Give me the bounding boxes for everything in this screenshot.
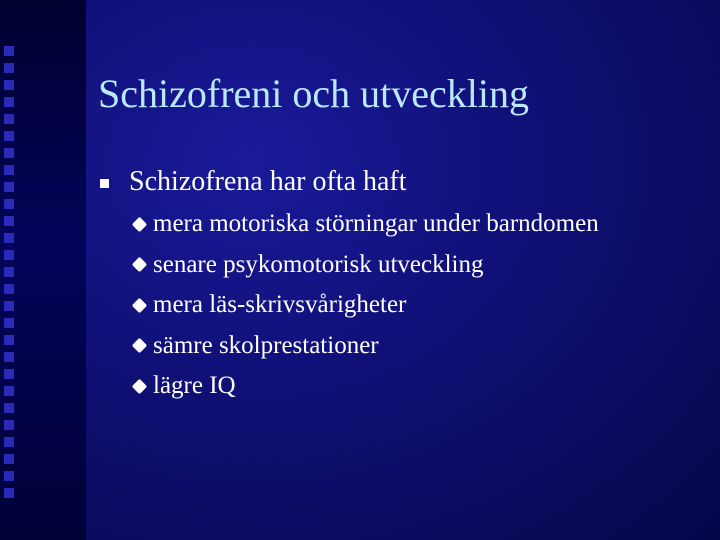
sub-bullet-item (131, 366, 599, 407)
sub-bullet-text: senare psykomotorisk utveckling (153, 250, 484, 278)
decorative-square (4, 199, 14, 209)
sub-bullet-text: sämre skolprestationer (153, 331, 379, 359)
decorative-square (4, 46, 14, 56)
decorative-square (4, 403, 14, 413)
sub-bullet-item (131, 326, 599, 367)
sub-bullet-item (131, 245, 599, 286)
sub-bullet-text: mera motoriska störningar under barndomen (153, 210, 599, 238)
diamond-bullet-icon (132, 338, 148, 354)
decorative-square (4, 352, 14, 362)
decorative-square (4, 454, 14, 464)
decorative-square (4, 437, 14, 447)
decorative-square (4, 97, 14, 107)
sub-bullet-item (131, 285, 599, 326)
decorative-square (4, 420, 14, 430)
diamond-bullet-icon (132, 378, 148, 394)
decorative-square-column (4, 46, 18, 505)
decorative-square (4, 386, 14, 396)
decorative-square (4, 216, 14, 226)
decorative-square (4, 114, 14, 124)
decorative-square (4, 471, 14, 481)
decorative-square (4, 80, 14, 90)
decorative-square (4, 182, 14, 192)
sub-bullet-list (131, 204, 599, 407)
diamond-bullet-icon (132, 257, 148, 273)
sub-bullet-item (131, 204, 599, 245)
decorative-square (4, 250, 14, 260)
decorative-square (4, 148, 14, 158)
decorative-square (4, 165, 14, 175)
decorative-square (4, 63, 14, 73)
sub-bullet-text: mera läs-skrivsvårigheter (153, 291, 407, 319)
decorative-square (4, 131, 14, 141)
slide-title: Schizofreni och utveckling (98, 71, 529, 116)
decorative-square (4, 335, 14, 345)
decorative-square (4, 233, 14, 243)
bullet-text: Schizofrena har ofta haft (129, 166, 407, 197)
decorative-square (4, 318, 14, 328)
decorative-square (4, 488, 14, 498)
decorative-square (4, 301, 14, 311)
decorative-square (4, 284, 14, 294)
square-bullet-icon (100, 179, 109, 188)
decorative-square (4, 267, 14, 277)
diamond-bullet-icon (132, 297, 148, 313)
bullet-item (100, 166, 407, 198)
decorative-square (4, 369, 14, 379)
diamond-bullet-icon (132, 216, 148, 232)
left-decorative-bar (0, 0, 86, 540)
sub-bullet-text: lägre IQ (153, 372, 236, 400)
